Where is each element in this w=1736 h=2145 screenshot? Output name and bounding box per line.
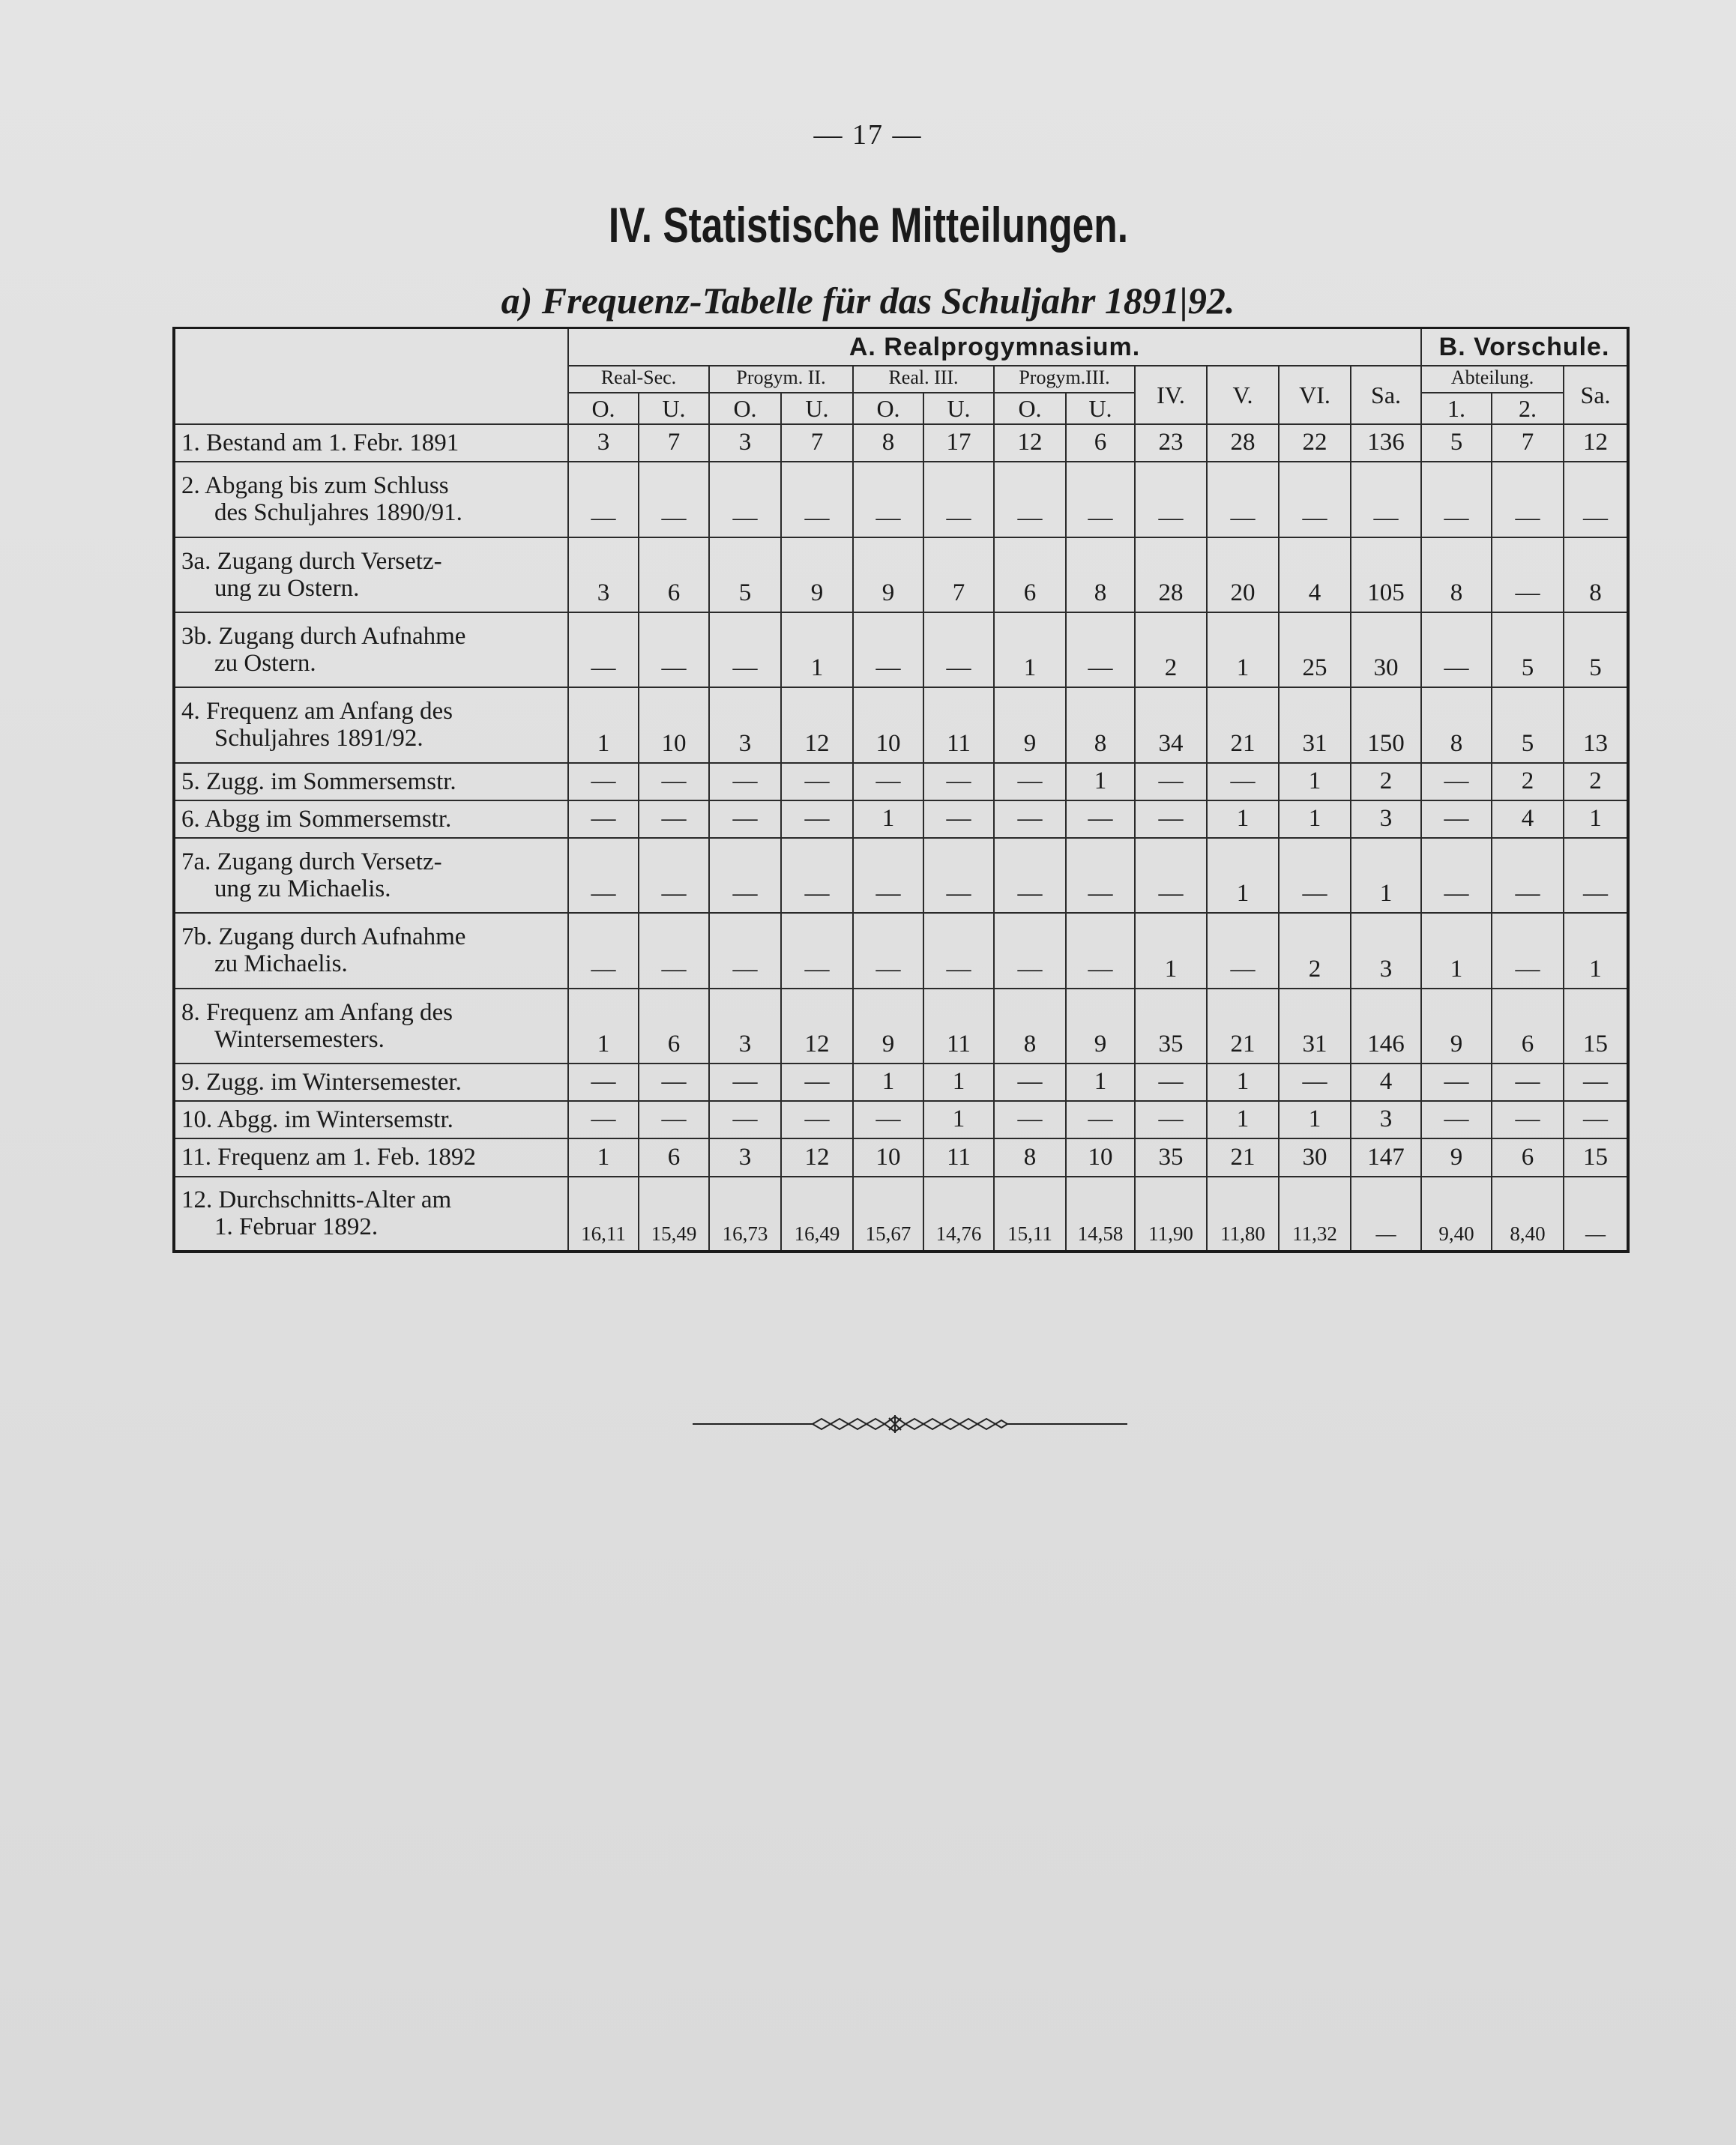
table-cell: — <box>709 1101 781 1138</box>
ornament-icon <box>693 1409 1127 1439</box>
table-cell: — <box>568 462 639 537</box>
table-cell: — <box>568 612 639 687</box>
column-header: O. <box>709 393 781 424</box>
table-cell: 14,58 <box>1066 1177 1135 1252</box>
table-cell: — <box>1421 800 1492 838</box>
column-header: 2. <box>1492 393 1564 424</box>
table-cell: 1 <box>994 612 1066 687</box>
table-cell: — <box>923 763 994 800</box>
table-cell: — <box>709 763 781 800</box>
table-cell: 3 <box>709 1138 781 1176</box>
row-label-line: 3b. Zugang durch Aufnahme <box>181 623 466 651</box>
row-label <box>174 838 568 913</box>
column-header: O. <box>994 393 1066 424</box>
table-cell: 12 <box>781 989 853 1064</box>
table-cell: 16,73 <box>709 1177 781 1252</box>
table-cell: 5 <box>1492 612 1564 687</box>
row-label <box>174 1101 568 1138</box>
table-cell: — <box>1279 462 1351 537</box>
table-cell: 8 <box>1421 537 1492 612</box>
table-cell: 105 <box>1351 537 1421 612</box>
table-cell: 1 <box>1421 913 1492 988</box>
table-cell: 150 <box>1351 687 1421 762</box>
table-cell: 1 <box>1207 612 1279 687</box>
table-cell: 11 <box>923 989 994 1064</box>
table-cell: — <box>709 1064 781 1101</box>
row-label-line: Wintersemesters. <box>214 1025 385 1053</box>
row-label <box>174 913 568 988</box>
table-cell: 28 <box>1135 537 1207 612</box>
table-cell: 3 <box>568 424 639 462</box>
table-cell: — <box>1421 838 1492 913</box>
row-label <box>174 687 568 762</box>
table-cell: 1 <box>1279 800 1351 838</box>
table-cell: 35 <box>1135 989 1207 1064</box>
table-cell: — <box>781 763 853 800</box>
table-cell: — <box>781 1064 853 1101</box>
table-cell: 21 <box>1207 687 1279 762</box>
row-label-line: 1. Februar 1892. <box>214 1213 379 1241</box>
table-cell: — <box>923 838 994 913</box>
table-cell: 1 <box>1279 1101 1351 1138</box>
table-cell: — <box>1421 612 1492 687</box>
table-cell: — <box>639 612 709 687</box>
row-label-line: des Schuljahres 1890/91. <box>214 499 462 527</box>
table-cell: — <box>994 462 1066 537</box>
table-cell: 30 <box>1279 1138 1351 1176</box>
table-cell: 11,32 <box>1279 1177 1351 1252</box>
table-cell: — <box>568 800 639 838</box>
table-cell: — <box>994 838 1066 913</box>
column-header: O. <box>568 393 639 424</box>
table-cell: 5 <box>1564 612 1628 687</box>
column-header: Sa. <box>1564 366 1628 424</box>
table-cell: 17 <box>923 424 994 462</box>
table-cell: — <box>1351 1177 1421 1252</box>
row-label-line: 7a. Zugang durch Versetz- <box>181 848 442 876</box>
table-cell: — <box>1279 1064 1351 1101</box>
table-cell: 8,40 <box>1492 1177 1564 1252</box>
table-cell: 2 <box>1492 763 1564 800</box>
table-body <box>174 424 1628 1252</box>
table-cell: — <box>1351 462 1421 537</box>
table-row <box>174 1177 1628 1252</box>
table-cell: 12 <box>781 1138 853 1176</box>
row-label-line: zu Ostern. <box>214 650 316 678</box>
table-cell: 9 <box>1421 989 1492 1064</box>
table-cell: 5 <box>709 537 781 612</box>
table-cell: — <box>1135 838 1207 913</box>
table-cell: — <box>639 800 709 838</box>
table-cell: 2 <box>1351 763 1421 800</box>
table-cell: 2 <box>1564 763 1628 800</box>
table-cell: — <box>1135 763 1207 800</box>
table-row <box>174 537 1628 612</box>
column-header: U. <box>639 393 709 424</box>
column-header: VI. <box>1279 366 1351 424</box>
table-cell: 8 <box>994 989 1066 1064</box>
table-cell: — <box>1564 462 1628 537</box>
table-cell: 9 <box>994 687 1066 762</box>
row-label-line: 7b. Zugang durch Aufnahme <box>181 923 466 951</box>
table-cell: 16,49 <box>781 1177 853 1252</box>
table-cell: 23 <box>1135 424 1207 462</box>
table-cell: — <box>1207 763 1279 800</box>
table-cell: — <box>1135 462 1207 537</box>
table-cell: — <box>923 462 994 537</box>
row-label <box>174 537 568 612</box>
table-cell: 1 <box>568 687 639 762</box>
table-cell: 1 <box>923 1064 994 1101</box>
table-cell: — <box>1135 1101 1207 1138</box>
table-cell: — <box>923 913 994 988</box>
table-cell: — <box>1492 1064 1564 1101</box>
row-label-line: 6. Abgg im Sommersemstr. <box>181 805 452 833</box>
table-cell: 136 <box>1351 424 1421 462</box>
table-cell: 21 <box>1207 1138 1279 1176</box>
table-cell: 8 <box>1066 537 1135 612</box>
row-label-line: ung zu Michaelis. <box>214 875 391 903</box>
table-cell: — <box>994 1101 1066 1138</box>
table-cell: — <box>1492 462 1564 537</box>
row-label <box>174 1138 568 1176</box>
table-cell: — <box>1066 838 1135 913</box>
table-cell: — <box>1564 1177 1628 1252</box>
table-cell: 3 <box>1351 913 1421 988</box>
subgroup-progym-ii: Progym. II. <box>709 366 853 393</box>
table-cell: 28 <box>1207 424 1279 462</box>
table-cell: 5 <box>1421 424 1492 462</box>
table-cell: — <box>568 1064 639 1101</box>
table-cell: 1 <box>781 612 853 687</box>
table-cell: — <box>1279 838 1351 913</box>
table-cell: 10 <box>639 687 709 762</box>
table-cell: 22 <box>1279 424 1351 462</box>
table-cell: 4 <box>1492 800 1564 838</box>
table-row <box>174 800 1628 838</box>
table-cell: — <box>853 763 923 800</box>
table-cell: 3 <box>1351 800 1421 838</box>
table-row <box>174 838 1628 913</box>
column-header: Sa. <box>1351 366 1421 424</box>
table-cell: 1 <box>853 800 923 838</box>
table-cell: 10 <box>1066 1138 1135 1176</box>
table-cell: — <box>781 462 853 537</box>
table-cell: 7 <box>923 537 994 612</box>
table-cell: — <box>1066 800 1135 838</box>
table-cell: — <box>1066 462 1135 537</box>
row-label <box>174 1177 568 1252</box>
table-cell: 35 <box>1135 1138 1207 1176</box>
column-header: IV. <box>1135 366 1207 424</box>
table-cell: — <box>781 800 853 838</box>
table-row <box>174 1064 1628 1101</box>
row-label <box>174 424 568 462</box>
row-label-line: 2. Abgang bis zum Schluss <box>181 472 449 500</box>
table-cell: — <box>1207 913 1279 988</box>
row-label <box>174 462 568 537</box>
table-cell: — <box>709 913 781 988</box>
table-cell: 6 <box>1492 1138 1564 1176</box>
table-cell: 1 <box>1279 763 1351 800</box>
table-cell: — <box>1207 462 1279 537</box>
table-cell: 21 <box>1207 989 1279 1064</box>
table-cell: 12 <box>1564 424 1628 462</box>
table-cell: 3 <box>709 989 781 1064</box>
table-row <box>174 1101 1628 1138</box>
table-cell: 7 <box>639 424 709 462</box>
table-cell: — <box>1492 537 1564 612</box>
table-row <box>174 687 1628 762</box>
table-cell: 1 <box>1066 763 1135 800</box>
table-cell: — <box>923 612 994 687</box>
table-cell: 11 <box>923 687 994 762</box>
table-cell: 1 <box>853 1064 923 1101</box>
table-cell: 14,76 <box>923 1177 994 1252</box>
table-cell: — <box>639 838 709 913</box>
table-cell: — <box>1066 1101 1135 1138</box>
row-label <box>174 800 568 838</box>
row-label <box>174 1064 568 1101</box>
table-cell: 2 <box>1135 612 1207 687</box>
table-cell: — <box>568 838 639 913</box>
table-cell: 15 <box>1564 989 1628 1064</box>
table-cell: 1 <box>1564 913 1628 988</box>
frequency-table <box>172 327 1630 1253</box>
column-header: O. <box>853 393 923 424</box>
table-cell: 6 <box>639 537 709 612</box>
table-cell: 12 <box>994 424 1066 462</box>
table-cell: 6 <box>1066 424 1135 462</box>
group-b-header: B. Vorschule. <box>1421 328 1628 366</box>
table-cell: — <box>1492 913 1564 988</box>
table-cell: 3 <box>568 537 639 612</box>
table-cell: — <box>1421 1101 1492 1138</box>
table-cell: 6 <box>639 989 709 1064</box>
subgroup-real-sec: Real-Sec. <box>568 366 709 393</box>
table-cell: 4 <box>1351 1064 1421 1101</box>
table-cell: — <box>994 763 1066 800</box>
table-cell: 9 <box>781 537 853 612</box>
table-cell: 30 <box>1351 612 1421 687</box>
table-cell: 147 <box>1351 1138 1421 1176</box>
table-cell: 34 <box>1135 687 1207 762</box>
table-cell: 1 <box>1207 800 1279 838</box>
table-cell: 9,40 <box>1421 1177 1492 1252</box>
table-cell: 12 <box>781 687 853 762</box>
table-cell: 9 <box>1421 1138 1492 1176</box>
table-cell: 31 <box>1279 989 1351 1064</box>
table-row <box>174 612 1628 687</box>
table-cell: 7 <box>1492 424 1564 462</box>
table-cell: — <box>568 1101 639 1138</box>
table-cell: 3 <box>709 424 781 462</box>
table-cell: — <box>1564 1101 1628 1138</box>
column-header: U. <box>781 393 853 424</box>
table-cell: — <box>1421 462 1492 537</box>
table-cell: — <box>1066 612 1135 687</box>
table-cell: 1 <box>923 1101 994 1138</box>
row-label-line: zu Michaelis. <box>214 950 348 978</box>
table-cell: — <box>781 913 853 988</box>
column-header: 1. <box>1421 393 1492 424</box>
table-cell: 6 <box>639 1138 709 1176</box>
table-cell: 5 <box>1492 687 1564 762</box>
table-cell: — <box>1066 913 1135 988</box>
table-cell: 1 <box>568 1138 639 1176</box>
table-cell: 3 <box>709 687 781 762</box>
table-cell: — <box>709 838 781 913</box>
table-cell: — <box>1492 838 1564 913</box>
table-cell: — <box>639 462 709 537</box>
row-label <box>174 763 568 800</box>
table-row <box>174 763 1628 800</box>
table-subtitle: a) Frequenz-Tabelle für das Schuljahr 1891|92. <box>501 280 1235 322</box>
table-cell: — <box>1564 838 1628 913</box>
table-cell: 1 <box>568 989 639 1064</box>
column-header: U. <box>923 393 994 424</box>
table-cell: 1 <box>1207 838 1279 913</box>
table-cell: — <box>853 612 923 687</box>
table-cell: 146 <box>1351 989 1421 1064</box>
table-cell: 3 <box>1351 1101 1421 1138</box>
table-cell: 10 <box>853 687 923 762</box>
table-cell: 1 <box>1564 800 1628 838</box>
page-number: — 17 — <box>813 119 923 151</box>
row-label-line: 8. Frequenz am Anfang des <box>181 998 453 1026</box>
row-label-line: 11. Frequenz am 1. Feb. 1892 <box>181 1144 476 1171</box>
column-header: U. <box>1066 393 1135 424</box>
table-cell: 9 <box>853 989 923 1064</box>
table-cell: — <box>994 913 1066 988</box>
table-cell: — <box>1421 1064 1492 1101</box>
table-cell: 2 <box>1279 913 1351 988</box>
table-cell: 4 <box>1279 537 1351 612</box>
table-cell: 15,11 <box>994 1177 1066 1252</box>
table-cell: — <box>639 1064 709 1101</box>
table-cell: 6 <box>1492 989 1564 1064</box>
table-cell: — <box>853 913 923 988</box>
table-cell: — <box>994 800 1066 838</box>
frequency-table-frame <box>172 327 1627 1264</box>
row-label-line: 1. Bestand am 1. Febr. 1891 <box>181 429 459 457</box>
table-cell: — <box>1492 1101 1564 1138</box>
header-blank-cell <box>174 328 568 425</box>
table-cell: — <box>709 462 781 537</box>
row-label-line: 5. Zugg. im Sommersemstr. <box>181 767 456 795</box>
subgroup-abteilung: Abteilung. <box>1421 366 1564 393</box>
table-cell: — <box>568 763 639 800</box>
subgroup-progym-iii: Progym.III. <box>994 366 1135 393</box>
table-cell: — <box>1564 1064 1628 1101</box>
row-label-line: 9. Zugg. im Wintersemester. <box>181 1069 462 1096</box>
table-cell: 13 <box>1564 687 1628 762</box>
table-cell: 8 <box>1564 537 1628 612</box>
table-cell: — <box>781 838 853 913</box>
table-cell: 1 <box>1207 1101 1279 1138</box>
table-cell: 25 <box>1279 612 1351 687</box>
table-cell: — <box>781 1101 853 1138</box>
table-cell: — <box>1135 800 1207 838</box>
table-row <box>174 462 1628 537</box>
row-label-line: 10. Abgg. im Wintersemstr. <box>181 1106 453 1134</box>
table-cell: — <box>923 800 994 838</box>
row-label <box>174 989 568 1064</box>
row-label-line: 4. Frequenz am Anfang des <box>181 698 453 725</box>
table-cell: — <box>1135 1064 1207 1101</box>
table-cell: — <box>1421 763 1492 800</box>
table-cell: 15,67 <box>853 1177 923 1252</box>
table-cell: — <box>994 1064 1066 1101</box>
row-label-line: ung zu Ostern. <box>214 574 360 602</box>
table-row <box>174 913 1628 988</box>
table-cell: 8 <box>1421 687 1492 762</box>
table-cell: 7 <box>781 424 853 462</box>
table-cell: 15,49 <box>639 1177 709 1252</box>
table-cell: — <box>639 1101 709 1138</box>
column-header: V. <box>1207 366 1279 424</box>
section-title: IV. Statistische Mitteilungen. <box>608 197 1129 253</box>
table-cell: — <box>568 913 639 988</box>
decorative-separator <box>693 1409 1127 1439</box>
table-cell: — <box>853 1101 923 1138</box>
table-cell: 20 <box>1207 537 1279 612</box>
table-cell: 1 <box>1066 1064 1135 1101</box>
table-row <box>174 1138 1628 1176</box>
table-cell: 11 <box>923 1138 994 1176</box>
table-cell: 10 <box>853 1138 923 1176</box>
subgroup-real-iii: Real. III. <box>853 366 994 393</box>
row-label <box>174 612 568 687</box>
group-a-header: A. Realprogymnasium. <box>568 328 1421 366</box>
table-cell: 9 <box>1066 989 1135 1064</box>
table-cell: 8 <box>853 424 923 462</box>
table-cell: 11,80 <box>1207 1177 1279 1252</box>
table-cell: 1 <box>1351 838 1421 913</box>
row-label-line: Schuljahres 1891/92. <box>214 725 424 752</box>
table-cell: 8 <box>1066 687 1135 762</box>
table-row <box>174 424 1628 462</box>
table-cell: 16,11 <box>568 1177 639 1252</box>
table-cell: — <box>853 838 923 913</box>
table-cell: 15 <box>1564 1138 1628 1176</box>
table-cell: — <box>709 612 781 687</box>
table-cell: 11,90 <box>1135 1177 1207 1252</box>
table-cell: 31 <box>1279 687 1351 762</box>
row-label-line: 3a. Zugang durch Versetz- <box>181 547 442 575</box>
table-row <box>174 989 1628 1064</box>
table-cell: 8 <box>994 1138 1066 1176</box>
row-label-line: 12. Durchschnitts-Alter am <box>181 1186 452 1214</box>
table-cell: 6 <box>994 537 1066 612</box>
table-cell: — <box>709 800 781 838</box>
table-cell: — <box>639 913 709 988</box>
table-cell: 9 <box>853 537 923 612</box>
table-cell: — <box>639 763 709 800</box>
table-cell: — <box>853 462 923 537</box>
table-cell: 1 <box>1135 913 1207 988</box>
table-cell: 1 <box>1207 1064 1279 1101</box>
